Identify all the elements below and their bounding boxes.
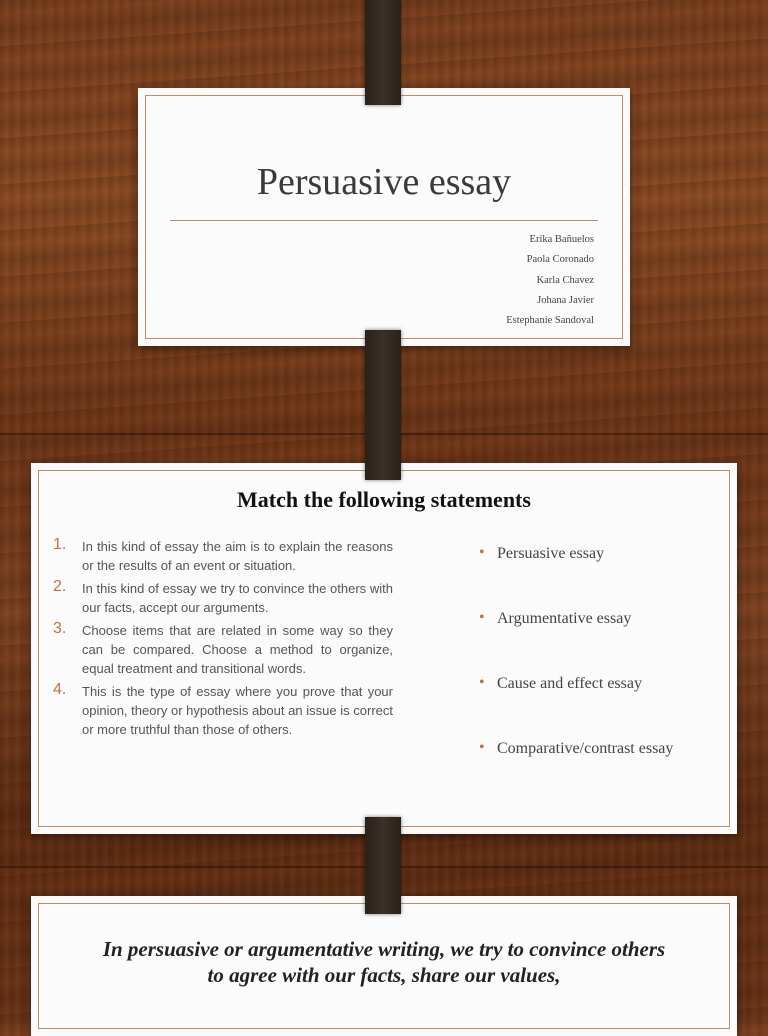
- choice-text: Cause and effect essay: [497, 675, 642, 692]
- statement-number: 1.: [53, 536, 67, 553]
- statement-item: [53, 621, 393, 678]
- quote-line: In persuasive or argumentative writing, we try to convince others: [102, 937, 666, 961]
- choice-item: [477, 610, 673, 675]
- statement-number: 3.: [53, 620, 67, 637]
- hanging-strap: [365, 0, 401, 105]
- quote-slide: [31, 896, 737, 1036]
- author-list: [506, 230, 594, 331]
- choice-text: Comparative/contrast essay: [497, 740, 674, 757]
- quote-line: to agree with our facts, share our values,: [207, 963, 561, 987]
- choice-item: [477, 675, 673, 740]
- matching-slide: [31, 463, 737, 834]
- statement-item: [53, 682, 393, 739]
- author-name: Estephanie Sandoval: [506, 315, 594, 327]
- quote-text: [51, 936, 717, 988]
- choice-item: [477, 545, 673, 610]
- statement-number: 2.: [53, 578, 67, 595]
- statement-list: [53, 537, 393, 743]
- author-name: Karla Chavez: [536, 274, 594, 286]
- slide-title: Persuasive essay: [256, 161, 512, 203]
- statement-text: In this kind of essay we try to convince the others with our facts, accept our arguments.: [82, 581, 393, 615]
- statement-text: Choose items that are related in some way so they can be compared. Choose a method to organize, equal treatment and transitional words.: [82, 623, 393, 676]
- statement-text: This is the type of essay where you prove that your opinion, theory or hypothesis about an issue is correct or more truthful than those of others.: [82, 684, 393, 737]
- slide-heading: Match the following statements: [237, 487, 531, 512]
- statement-item: [53, 579, 393, 617]
- author-name: Paola Coronado: [526, 254, 594, 266]
- bullet-icon: •: [479, 674, 485, 691]
- bullet-icon: •: [479, 544, 485, 561]
- hanging-strap: [365, 330, 401, 480]
- title-slide: [138, 88, 630, 346]
- author-name: Erika Bañuelos: [529, 234, 594, 245]
- choice-text: Argumentative essay: [497, 610, 632, 627]
- statement-item: [53, 537, 393, 575]
- choice-text: Persuasive essay: [497, 545, 605, 562]
- title-divider: [170, 220, 598, 221]
- choice-item: [477, 740, 673, 805]
- choice-list: [477, 545, 673, 805]
- author-name: Johana Javier: [537, 294, 594, 306]
- statement-number: 4.: [53, 681, 67, 698]
- hanging-strap: [365, 817, 401, 914]
- bullet-icon: •: [479, 739, 485, 756]
- statement-text: In this kind of essay the aim is to explain the reasons or the results of an event or situation.: [82, 539, 393, 573]
- bullet-icon: •: [479, 609, 485, 626]
